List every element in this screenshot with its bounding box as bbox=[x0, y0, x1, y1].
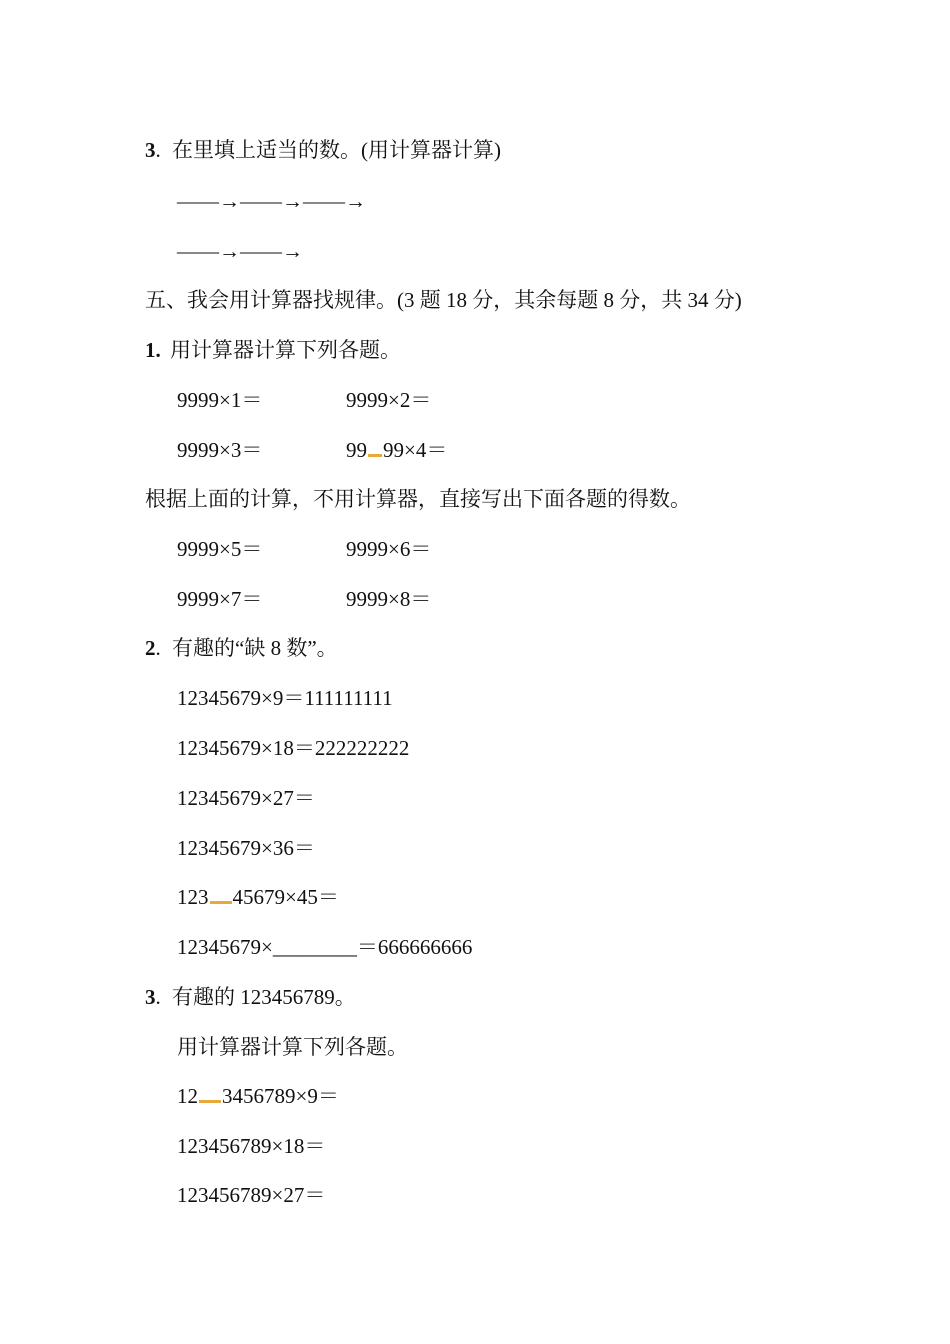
question-text: 有趣的“缺 8 数”。 bbox=[172, 636, 338, 660]
question-text: 在里填上适当的数。(用计算器计算) bbox=[172, 138, 501, 162]
p3-heading bbox=[145, 983, 356, 1011]
question-text: 用计算器计算下列各题。 bbox=[170, 338, 401, 362]
p3-subheading: 用计算器计算下列各题。 bbox=[177, 1035, 408, 1059]
section-five-title: 五、我会用计算器找规律。(3 题 18 分，其余每题 8 分，共 34 分) bbox=[145, 288, 742, 312]
question-sep: . bbox=[155, 985, 161, 1009]
expr: 9999×6＝ bbox=[346, 537, 432, 561]
expr-part: 123 bbox=[177, 885, 209, 909]
expr: 9999×1＝ bbox=[177, 388, 263, 412]
p1-row-4 bbox=[177, 585, 577, 613]
expr-part: 45679×45＝ bbox=[232, 885, 339, 909]
expr: 9999×8＝ bbox=[346, 587, 432, 611]
p3-line-2: 123456789×18＝ bbox=[177, 1134, 326, 1158]
expr: 9999×2＝ bbox=[346, 388, 432, 412]
question-sep: . bbox=[155, 636, 161, 660]
expr-part: 12 bbox=[177, 1084, 198, 1108]
p3-line-1 bbox=[177, 1082, 339, 1110]
p1-row-2 bbox=[177, 436, 577, 464]
question-text: 有趣的 123456789。 bbox=[172, 985, 356, 1009]
question-number: 3 bbox=[145, 138, 156, 162]
expr-part: 3456789×9＝ bbox=[222, 1084, 339, 1108]
p2-line-1: 12345679×9＝111111111 bbox=[177, 686, 393, 710]
arrow-row-1: ——→——→——→ bbox=[177, 189, 366, 213]
p2-line-4: 12345679×36＝ bbox=[177, 836, 315, 860]
p3-line-3: 123456789×27＝ bbox=[177, 1183, 326, 1207]
p1-heading bbox=[145, 336, 401, 364]
p1-row-1 bbox=[177, 386, 577, 414]
highlight-underline bbox=[368, 444, 382, 457]
question-number: 1. bbox=[145, 338, 161, 362]
arrow-row-2: ——→——→ bbox=[177, 239, 303, 263]
question-sep: . bbox=[155, 138, 161, 162]
expr-part: 99 bbox=[346, 438, 367, 462]
highlight-underline bbox=[210, 891, 232, 904]
p2-line-2: 12345679×18＝222222222 bbox=[177, 736, 410, 760]
p2-line-5 bbox=[177, 883, 339, 911]
p2-line-3: 12345679×27＝ bbox=[177, 786, 315, 810]
highlight-underline bbox=[199, 1090, 221, 1103]
p2-heading bbox=[145, 634, 338, 662]
question-number: 2 bbox=[145, 636, 156, 660]
expr-part: 99×4＝ bbox=[383, 438, 448, 462]
p1-row-3 bbox=[177, 535, 577, 563]
expr: 9999×5＝ bbox=[177, 537, 263, 561]
expr: 9999×3＝ bbox=[177, 438, 263, 462]
expr: 9999×7＝ bbox=[177, 587, 263, 611]
q3-top-heading bbox=[145, 136, 501, 164]
p1-instruction: 根据上面的计算，不用计算器，直接写出下面各题的得数。 bbox=[145, 487, 691, 511]
question-number: 3 bbox=[145, 985, 156, 1009]
expr-with-mark bbox=[346, 436, 447, 464]
p2-line-6: 12345679×________＝666666666 bbox=[177, 935, 473, 959]
